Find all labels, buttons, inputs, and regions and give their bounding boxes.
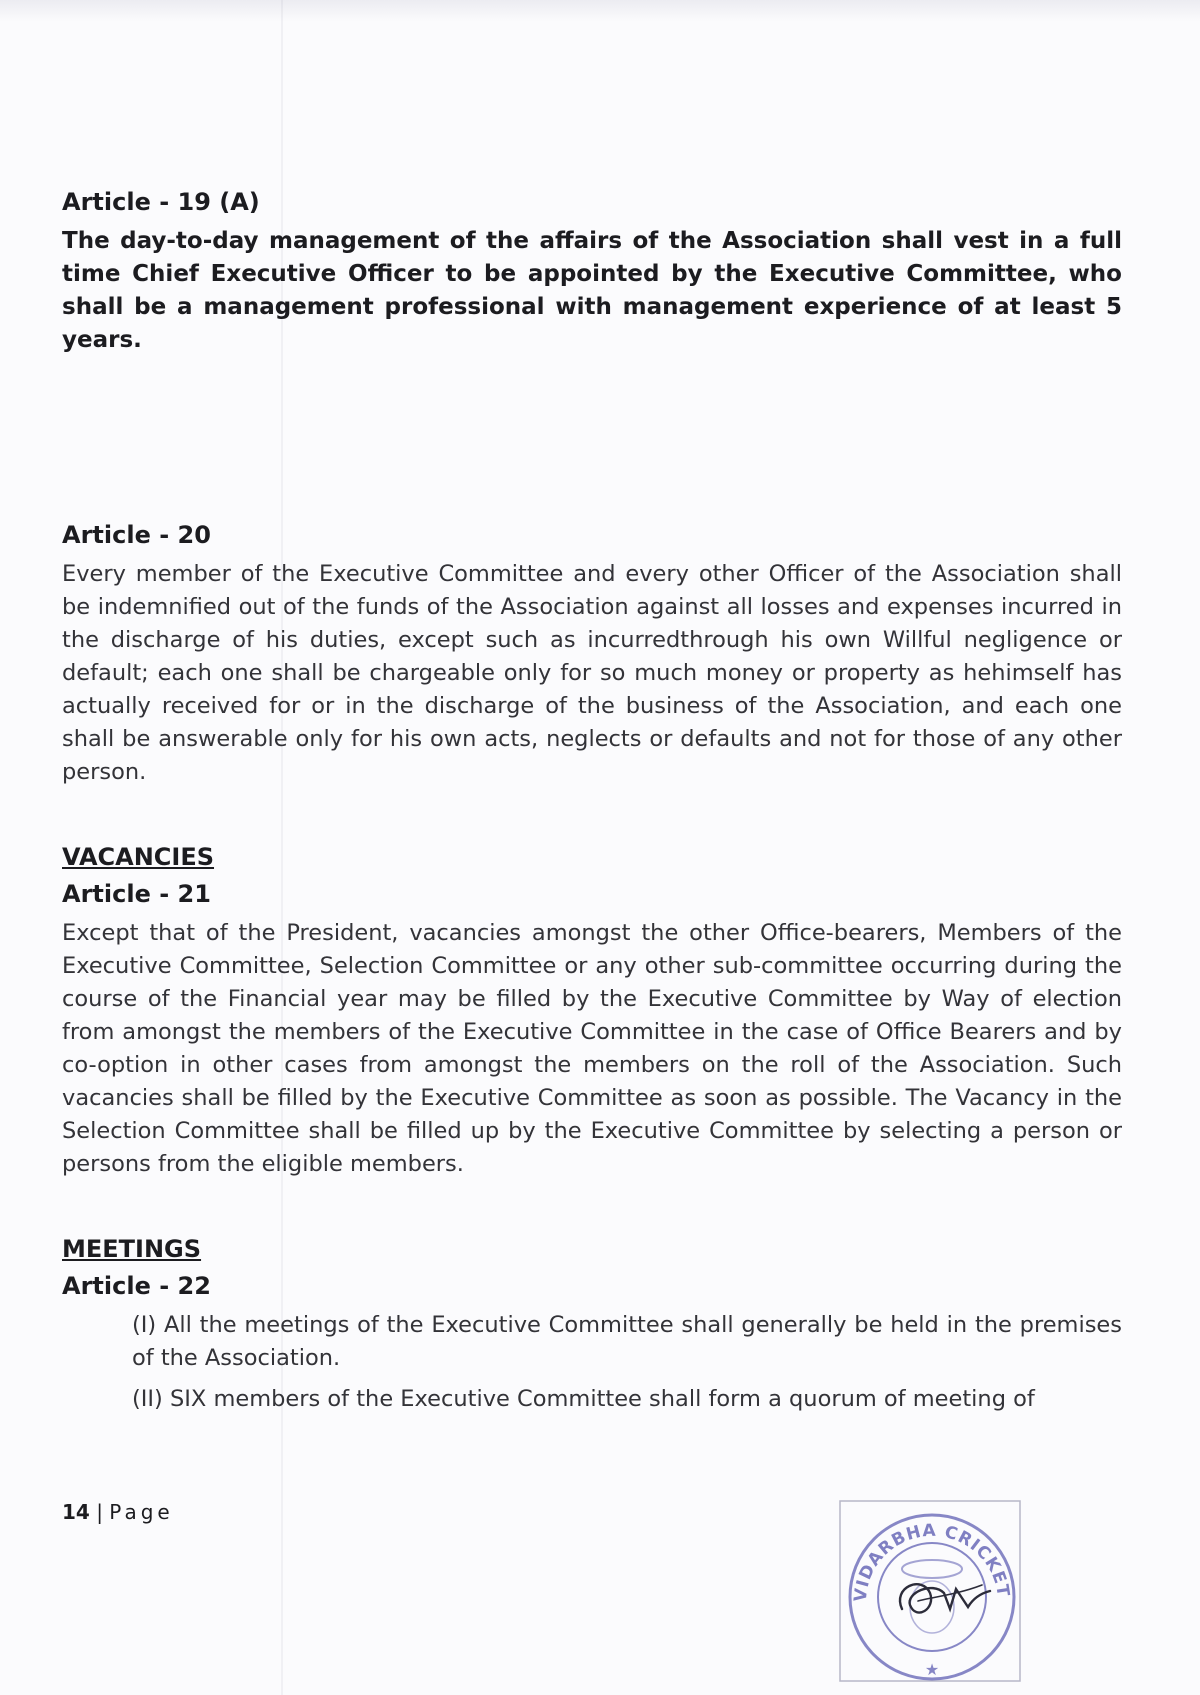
vacancies-section-title: VACANCIES xyxy=(62,843,215,871)
svg-text:★: ★ xyxy=(924,1660,940,1679)
page-word: Page xyxy=(109,1500,174,1524)
document-page xyxy=(62,186,1122,1416)
svg-text:VIDARBHA CRICKET ASSOCIATION,: VIDARBHA CRICKET xyxy=(850,1520,1013,1603)
article-22-heading: Article - 22 xyxy=(62,1272,211,1300)
article-21-heading: Article - 21 xyxy=(62,880,211,908)
article-22-item-2: (II) SIX members of the Executive Committee shall form a quorum of meeting of xyxy=(132,1386,1035,1412)
page-number-separator: | xyxy=(89,1500,110,1524)
meetings-section-title: MEETINGS xyxy=(62,1235,202,1263)
article-20-text: Every member of the Executive Committee and every other Officer of the Association shall be indemnified out of the funds of the Association against all losses and expenses incurred in the discharge of his duties, except such as incurredthrough his own Willful negligence or default; each one shall be chargeable only for so much money or property as hehimself has actually received for or in the discharge of the business of the Association, and each one shall be answerable only for his own acts, neglects or defaults and not for those of any other person. xyxy=(62,561,1122,785)
article-20-heading: Article - 20 xyxy=(62,521,211,549)
article-22-item-1: (I) All the meetings of the Executive Committee shall generally be held in the premises of the Association. xyxy=(132,1312,1122,1371)
article-19a-text: The day-to-day management of the affairs of the Association shall vest in a full time Chief Executive Officer to be appointed by the Executive Committee, who shall be a management professional with management experience of at least 5 years. xyxy=(62,228,1122,353)
scan-top-shadow xyxy=(0,0,1200,22)
article-19a-heading: Article - 19 (A) xyxy=(62,188,260,216)
seal-stamp-icon xyxy=(832,1497,1032,1687)
article-21-text: Except that of the President, vacancies amongst the other Office-bearers, Members of the Executive Committee, Selection Committee or any other sub-committee occurring during the course of the Financial year may be filled by the Executive Committee by Way of election from amongst the members of the Executive Committee in the case of Office Bearers and by co-option in other cases from amongst the members on the roll of the Association. Such vacancies shall be filled by the Executive Committee as soon as possible. The Vacancy in the Selection Committee shall be filled up by the Executive Committee by selecting a person or persons from the eligible members. xyxy=(62,920,1122,1177)
page-number-value: 14 xyxy=(62,1500,90,1524)
page-number xyxy=(62,1499,174,1525)
association-seal-stamp xyxy=(832,1497,1032,1687)
